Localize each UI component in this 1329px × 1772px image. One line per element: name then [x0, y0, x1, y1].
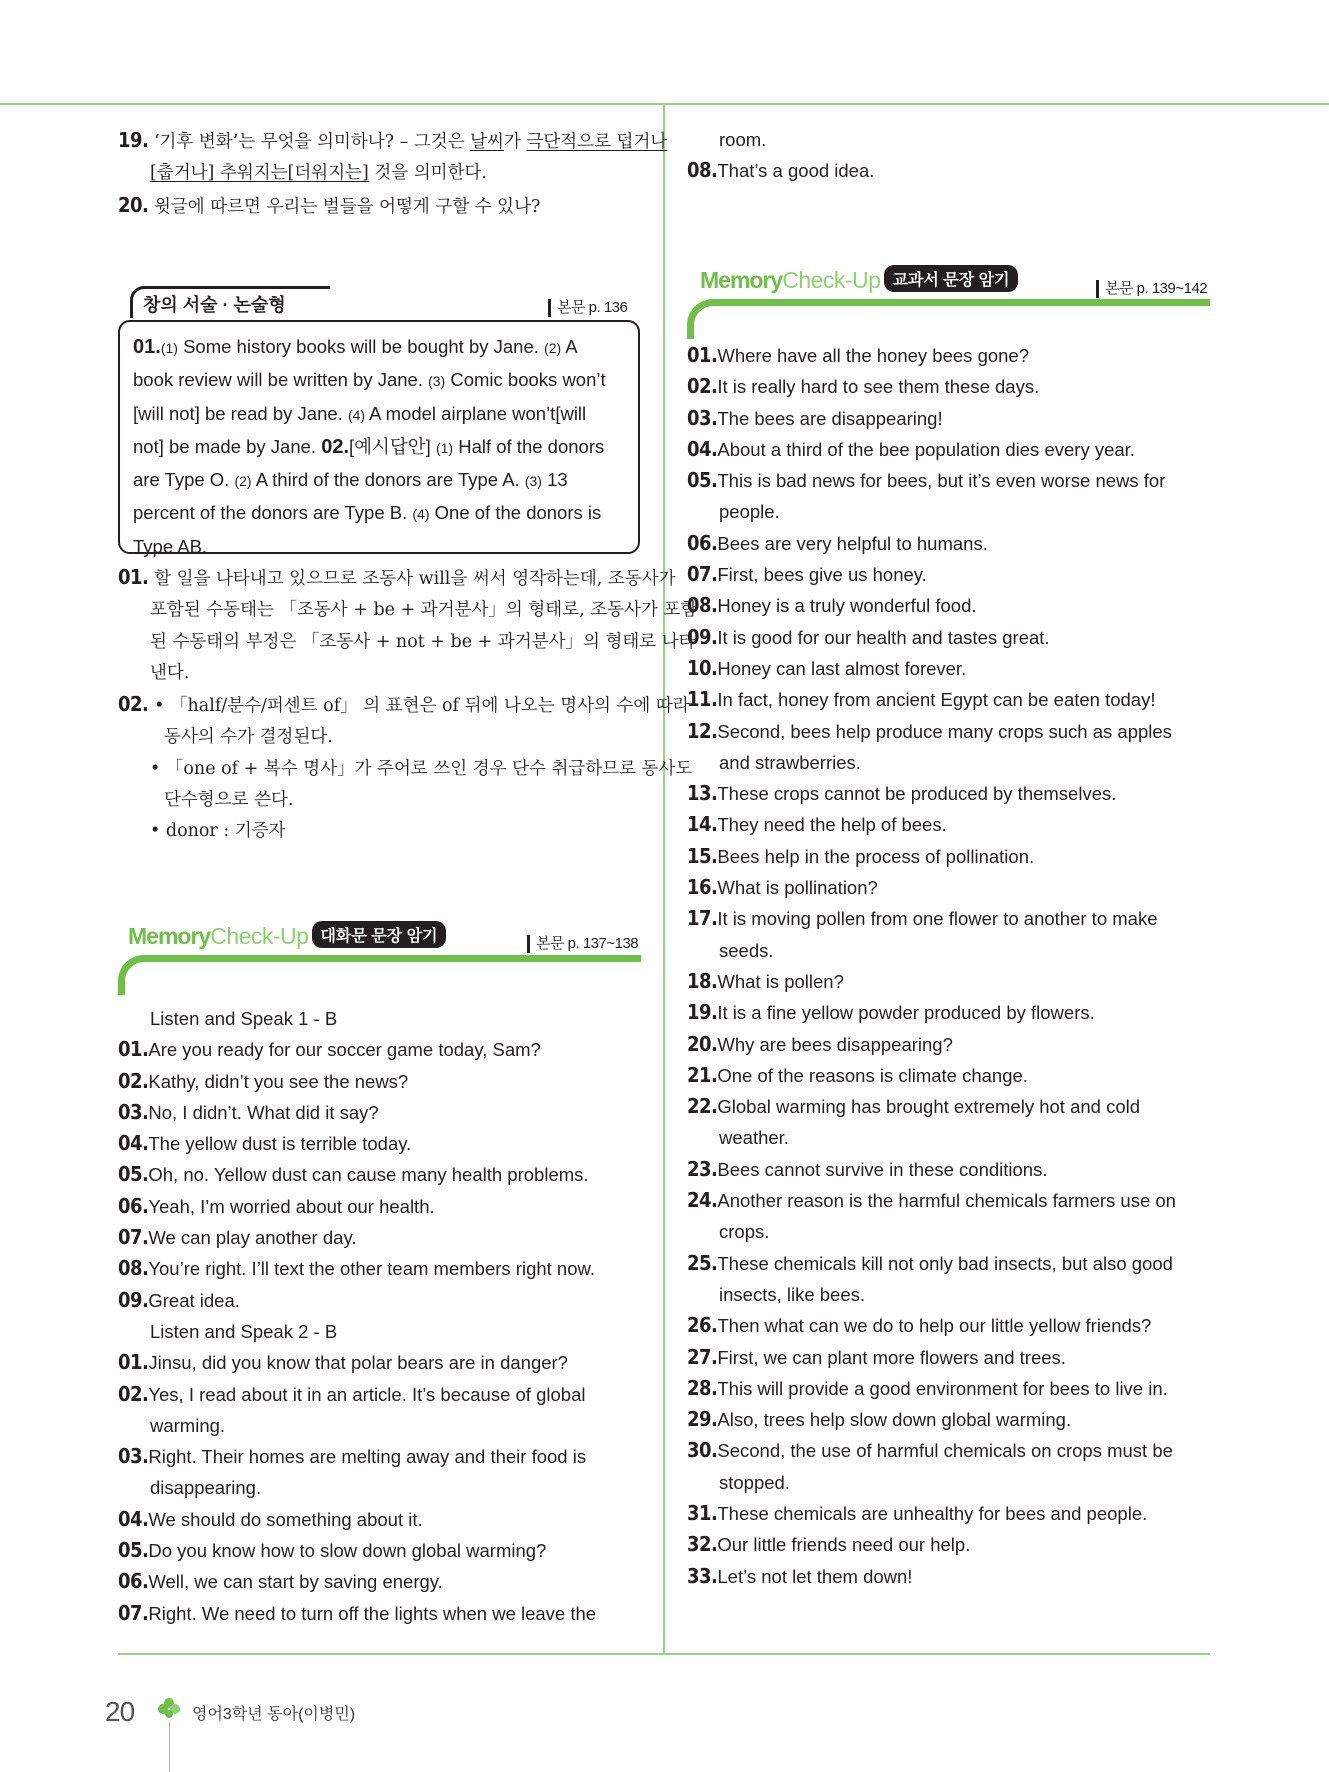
item-text: Let’s not let them down! [717, 1565, 913, 1587]
item-text: One of the reasons is climate change. [717, 1064, 1028, 1086]
item-text: Global warming has brought extremely hot and cold [717, 1096, 1141, 1118]
textbook-line-cont [687, 1216, 1210, 1247]
bottom-rule [118, 1653, 1210, 1655]
item-number: 04. [118, 1506, 149, 1531]
writing-answer-line [133, 464, 625, 497]
dialogue-line [118, 1566, 641, 1597]
answer-marker: (4) [412, 506, 430, 523]
explanation-02-line [118, 689, 690, 722]
item-number: 24. [687, 1188, 718, 1213]
item-number: 01. [118, 1037, 149, 1062]
item-number: 05. [118, 1538, 149, 1563]
textbook-line [687, 590, 1210, 621]
textbook-line-cont [687, 747, 1210, 778]
answer-text: A third of the donors are Type A. [251, 469, 525, 491]
answer-text: [will not] be read by Jane. [133, 402, 348, 424]
item-text: First, bees give us honey. [717, 564, 927, 586]
explanation-02-line [118, 816, 641, 847]
answer-text: Half of the donors [453, 435, 605, 457]
item-text: The bees are disappearing! [717, 407, 943, 429]
dialogue-line [118, 1535, 641, 1566]
item-text: Honey is a truly wonderful food. [717, 595, 977, 617]
explanation-text: 할 일을 나타내고 있으므로 조동사 will을 써서 영작하는데, 조동사가 [154, 569, 676, 589]
item-number: 26. [687, 1313, 718, 1338]
question-19-cont: [춥거나] 추워지는[더워지는] 것을 의미한다. [150, 163, 487, 184]
item-number: 02. [687, 374, 718, 399]
item-text: This will provide a good environment for bees to live in. [717, 1377, 1168, 1399]
textbook-line [687, 622, 1210, 653]
item-text: These chemicals kill not only bad insects, but also good [717, 1252, 1173, 1274]
question-19: 19. ‘기후 변화’는 무엇을 의미하나? – 그것은 날씨가 극단적으로 덥거나 [118, 128, 668, 152]
textbook-section-header: MemoryCheck-Up 교과서 문장 암기 [700, 265, 1018, 295]
item-number: 22. [687, 1094, 718, 1119]
textbook-line [687, 1498, 1210, 1529]
item-text: Yeah, I’m worried about our health. [148, 1195, 435, 1217]
dialogue-line [118, 1034, 641, 1065]
item-text: Great idea. [148, 1289, 240, 1311]
textbook-line [687, 1435, 1210, 1466]
item-number: 04. [118, 1131, 149, 1156]
explanation-text: 된 수동태의 부정은 「조동사 + not + be + 과거분사」의 형태로 나타 [150, 631, 696, 652]
item-text: The yellow dust is terrible today. [148, 1133, 412, 1155]
dialogue-section-badge: 대화문 문장 암기 [312, 921, 445, 948]
item-number: 13. [687, 781, 718, 806]
item-number: 02. [118, 1068, 149, 1093]
item-text: people. [719, 501, 780, 523]
writing-answer-line [133, 398, 625, 431]
item-number: 20. [687, 1031, 718, 1056]
textbook-line [687, 559, 1210, 590]
item-text: In fact, honey from ancient Egypt can be eaten today! [717, 689, 1156, 711]
item-text: Second, bees help produce many crops such as apples [717, 720, 1172, 742]
answer-text: are Type O. [133, 469, 235, 491]
answer-text: not] be made by Jane. 02.[예시답안] [133, 435, 436, 458]
item-text: Oh, no. Yellow dust can cause many health problems. [148, 1164, 589, 1186]
textbook-line [687, 1373, 1210, 1404]
answer-text: One of the donors is [429, 502, 602, 524]
item-text: These crops cannot be produced by themselves. [717, 783, 1117, 805]
item-text: stopped. [719, 1471, 790, 1493]
answer-text: percent of the donors are Type B. [133, 502, 413, 524]
item-text: Another reason is the harmful chemicals farmers use on [717, 1190, 1176, 1212]
top-questions [118, 125, 668, 223]
writing-answer-box [118, 320, 640, 557]
item-text: It is a fine yellow powder produced by flowers. [717, 1002, 1095, 1024]
item-text: Why are bees disappearing? [717, 1033, 953, 1055]
answer-text: Type AB. [133, 535, 208, 557]
textbook-line [687, 1154, 1210, 1185]
textbook-line [687, 1529, 1210, 1560]
book-title: 영어3학년 동아(이병민) [192, 1706, 356, 1723]
textbook-line [687, 1248, 1210, 1279]
item-text: Then what can we do to help our little yellow friends? [717, 1315, 1152, 1337]
item-text: About a third of the bee population dies every year. [717, 438, 1135, 460]
textbook-line-cont [687, 496, 1210, 527]
item-number: 02. [118, 1381, 149, 1406]
explanation-02-line [118, 754, 693, 785]
textbook-line [687, 371, 1210, 402]
writing-box-page-ref: 본문 p. 136 [548, 299, 627, 317]
textbook-line-cont [687, 1279, 1210, 1310]
answer-marker: (2) [234, 473, 252, 490]
answer-marker: (4) [347, 406, 366, 423]
item-text: This is bad news for bees, but it’s even worse news for [717, 470, 1166, 492]
item-number: 10. [687, 655, 718, 680]
item-text: Where have all the honey bees gone? [717, 345, 1030, 366]
textbook-line [687, 434, 1210, 465]
dialogue-line [118, 1504, 641, 1535]
part-title: Listen and Speak 2 - B [150, 1320, 338, 1342]
textbook-line [687, 653, 1210, 684]
item-number: 12. [687, 718, 718, 743]
answer-text: Some history books will be bought by Jane. [177, 336, 545, 357]
textbook-line [687, 403, 1210, 434]
textbook-line [687, 1185, 1210, 1216]
explanation-01-line [118, 658, 641, 689]
textbook-line [687, 1561, 1210, 1592]
item-text: They need the help of bees. [717, 814, 947, 836]
item-text: Honey can last almost forever. [717, 657, 967, 679]
writing-answer-line [133, 331, 625, 364]
item-text: seeds. [719, 939, 774, 961]
item-number: 07. [687, 562, 718, 587]
dialogue-section-curve [118, 955, 641, 995]
explanation-number: 01. [118, 565, 155, 589]
clover-icon [156, 1696, 182, 1722]
item-number: 03. [687, 405, 718, 430]
item-text: Jinsu, did you know that polar bears are in danger? [148, 1352, 568, 1374]
item-number: 08. [687, 593, 718, 618]
item-number: 30. [687, 1438, 718, 1463]
item-number: 03. [118, 1444, 149, 1469]
item-text: First, we can plant more flowers and trees. [717, 1346, 1066, 1368]
item-text: Bees cannot survive in these conditions. [717, 1158, 1048, 1180]
item-text: Kathy, didn’t you see the news? [148, 1070, 409, 1092]
dialogue-line [118, 1347, 641, 1378]
answer-number: 02. [321, 435, 350, 458]
item-number: 21. [687, 1062, 718, 1087]
textbook-line [687, 340, 1210, 371]
answer-marker: (1) [435, 439, 454, 456]
item-number: 16. [687, 875, 718, 900]
dialogue-line [118, 1598, 641, 1629]
item-text: disappearing. [150, 1477, 262, 1499]
item-number: 08. [687, 158, 718, 183]
textbook-line [687, 872, 1210, 903]
item-text: Yes, I read about it in an article. It’s because of global [148, 1383, 586, 1405]
item-number: 23. [687, 1156, 718, 1181]
explanation-text: 단수형으로 쓴다. [164, 790, 294, 811]
textbook-line-cont [687, 935, 1210, 966]
item-text: What is pollen? [717, 970, 844, 992]
textbook-line [687, 809, 1210, 840]
textbook-line-cont [687, 1467, 1210, 1498]
textbook-line [687, 1029, 1210, 1060]
item-number: 06. [118, 1569, 149, 1594]
footer-stem-line [169, 1722, 170, 1772]
item-number: 28. [687, 1375, 718, 1400]
item-number: 09. [118, 1287, 149, 1312]
item-text: Also, trees help slow down global warming. [717, 1409, 1072, 1431]
explanation-text: 포함된 수동태는 「조동사 + be + 과거분사」의 형태로, 조동사가 포함 [150, 600, 698, 621]
dialogue-line [118, 1285, 641, 1316]
item-number: 14. [687, 812, 718, 837]
item-text: It is really hard to see them these days. [717, 376, 1040, 398]
item-number: 05. [118, 1162, 149, 1187]
textbook-line [687, 1060, 1210, 1091]
explanation-01-line [118, 562, 676, 595]
item-text: room. [719, 129, 767, 150]
dialogue-list [118, 1003, 641, 1629]
item-number: 08. [118, 1256, 149, 1281]
item-number: 06. [118, 1193, 149, 1218]
textbook-line [687, 841, 1210, 872]
dialogue-line-cont [118, 1472, 641, 1503]
item-number: 27. [687, 1344, 718, 1369]
textbook-section-badge: 교과서 문장 암기 [884, 265, 1017, 292]
dialogue-line [118, 1128, 641, 1159]
textbook-line [687, 1404, 1210, 1435]
item-number: 32. [687, 1532, 718, 1557]
dialogue-line [118, 1159, 641, 1190]
item-text: That’s a good idea. [717, 160, 875, 182]
item-number: 29. [687, 1407, 718, 1432]
dialogue-line [687, 155, 1210, 186]
answer-text: A model airplane won’t[will [365, 402, 587, 424]
explanation-text: • 「half/분수/퍼센트 of」 의 표현은 of 뒤에 나오는 명사의 수에 따라 [154, 696, 690, 717]
answer-text: book review will be written by Jane. [133, 369, 429, 391]
textbook-line [687, 1342, 1210, 1373]
answer-number: 01. [133, 336, 161, 358]
answer-text: Comic books won’t [445, 369, 606, 391]
textbook-line [687, 528, 1210, 559]
dialogue-line-cont [118, 1410, 641, 1441]
explanation-02-line [118, 722, 641, 753]
item-text: Do you know how to slow down global warming? [148, 1540, 547, 1562]
item-number: 05. [687, 468, 718, 493]
item-text: It is good for our health and tastes great. [717, 626, 1050, 648]
explanation-text: 낸다. [150, 662, 190, 683]
textbook-line [687, 1310, 1210, 1341]
textbook-line [687, 1091, 1210, 1122]
explanations [118, 562, 698, 848]
textbook-line [687, 997, 1210, 1028]
dialogue-section-header: MemoryCheck-Up 대화문 문장 암기 [128, 921, 446, 951]
item-text: We can play another day. [148, 1227, 357, 1249]
item-text: What is pollination? [717, 877, 878, 899]
item-text: Right. We need to turn off the lights when we leave the [148, 1602, 597, 1624]
textbook-list [687, 340, 1210, 1592]
item-text: It is moving pollen from one flower to another to make [717, 908, 1158, 930]
dialogue-page-ref: 본문 p. 137~138 [527, 935, 638, 953]
item-text: No, I didn’t. What did it say? [148, 1101, 379, 1123]
item-number: 11. [687, 687, 718, 712]
explanation-02-line [118, 785, 641, 816]
question-20: 20. 윗글에 따르면 우리는 벌들을 어떻게 구할 수 있나? [118, 192, 541, 217]
item-number: 01. [118, 1350, 149, 1375]
answer-marker: (3) [428, 373, 446, 390]
item-text: We should do something about it. [148, 1508, 423, 1530]
textbook-line [687, 684, 1210, 715]
textbook-line [687, 966, 1210, 997]
writing-answer-line [133, 431, 625, 464]
explanation-01-line [118, 595, 698, 626]
dialogue-line [118, 1222, 641, 1253]
answer-marker: (3) [524, 473, 542, 490]
item-number: 07. [118, 1225, 149, 1250]
column-divider [663, 105, 665, 1653]
explanation-number: 02. [118, 692, 155, 717]
item-number: 04. [687, 436, 718, 461]
item-text: Second, the use of harmful chemicals on crops must be [717, 1440, 1173, 1462]
dialogue-line [118, 1379, 641, 1410]
item-number: 03. [118, 1099, 149, 1124]
textbook-line [687, 465, 1210, 496]
item-text: Our little friends need our help. [717, 1534, 971, 1556]
explanation-text: • 「one of + 복수 명사」가 주어로 쓰인 경우 단수 취급하므로 동사도 [150, 758, 693, 779]
dialogue-line [118, 1191, 641, 1222]
part-title: Listen and Speak 1 - B [150, 1008, 338, 1029]
answer-text: A [561, 336, 578, 357]
explanation-text: • donor : 기증자 [150, 821, 286, 842]
dialogue-line [118, 1097, 641, 1128]
textbook-section-curve [687, 299, 1210, 339]
textbook-page-ref: 본문 p. 139~142 [1096, 280, 1207, 298]
item-number: 17. [687, 906, 718, 931]
item-text: You’re right. I’ll text the other team members right now. [148, 1258, 595, 1280]
item-number: 09. [687, 624, 718, 649]
item-text: Bees help in the process of pollination. [717, 845, 1035, 867]
item-number: 07. [118, 1600, 149, 1625]
item-number: 15. [687, 843, 718, 868]
item-number: 01. [687, 343, 718, 367]
item-number: 19. [687, 1000, 718, 1025]
page-number: 20 [105, 1696, 135, 1727]
textbook-line [687, 903, 1210, 934]
item-number: 06. [687, 530, 718, 555]
textbook-line [687, 716, 1210, 747]
item-text: These chemicals are unhealthy for bees and people. [717, 1502, 1148, 1524]
textbook-line-cont [687, 1122, 1210, 1153]
dialogue-line [118, 1066, 641, 1097]
answer-marker: (1) [160, 340, 178, 356]
item-number: 25. [687, 1250, 718, 1275]
writing-answer-line [133, 531, 625, 562]
writing-answer-line [133, 497, 625, 530]
writing-box-tab: 창의 서술 · 논술형 [130, 286, 330, 318]
item-text: weather. [719, 1127, 789, 1149]
dialogue-line [118, 1253, 641, 1284]
writing-answer-line [133, 364, 625, 397]
item-number: 18. [687, 968, 718, 993]
item-text: crops. [719, 1221, 770, 1243]
answer-text [133, 336, 161, 357]
textbook-line [687, 778, 1210, 809]
writing-box-header [130, 286, 640, 318]
item-text: warming. [150, 1414, 226, 1436]
item-number: 31. [687, 1500, 718, 1525]
item-text: Bees are very helpful to humans. [717, 532, 988, 554]
dialogue-line [687, 124, 1210, 155]
answer-marker: (2) [544, 340, 562, 356]
explanation-01-line [118, 627, 696, 658]
item-text: Right. Their homes are melting away and their food is [148, 1446, 587, 1468]
item-text: Well, we can start by saving energy. [148, 1571, 443, 1593]
item-text: and strawberries. [719, 751, 861, 773]
item-number: 33. [687, 1563, 718, 1588]
dialogue-line [118, 1441, 641, 1472]
item-text: insects, like bees. [719, 1283, 866, 1305]
writing-answer-lines [133, 331, 625, 562]
answer-text: 13 [541, 469, 568, 491]
right-top-list [687, 124, 1210, 187]
explanation-text: 동사의 수가 결정된다. [164, 727, 333, 748]
item-text: Are you ready for our soccer game today, Sam? [148, 1039, 541, 1061]
